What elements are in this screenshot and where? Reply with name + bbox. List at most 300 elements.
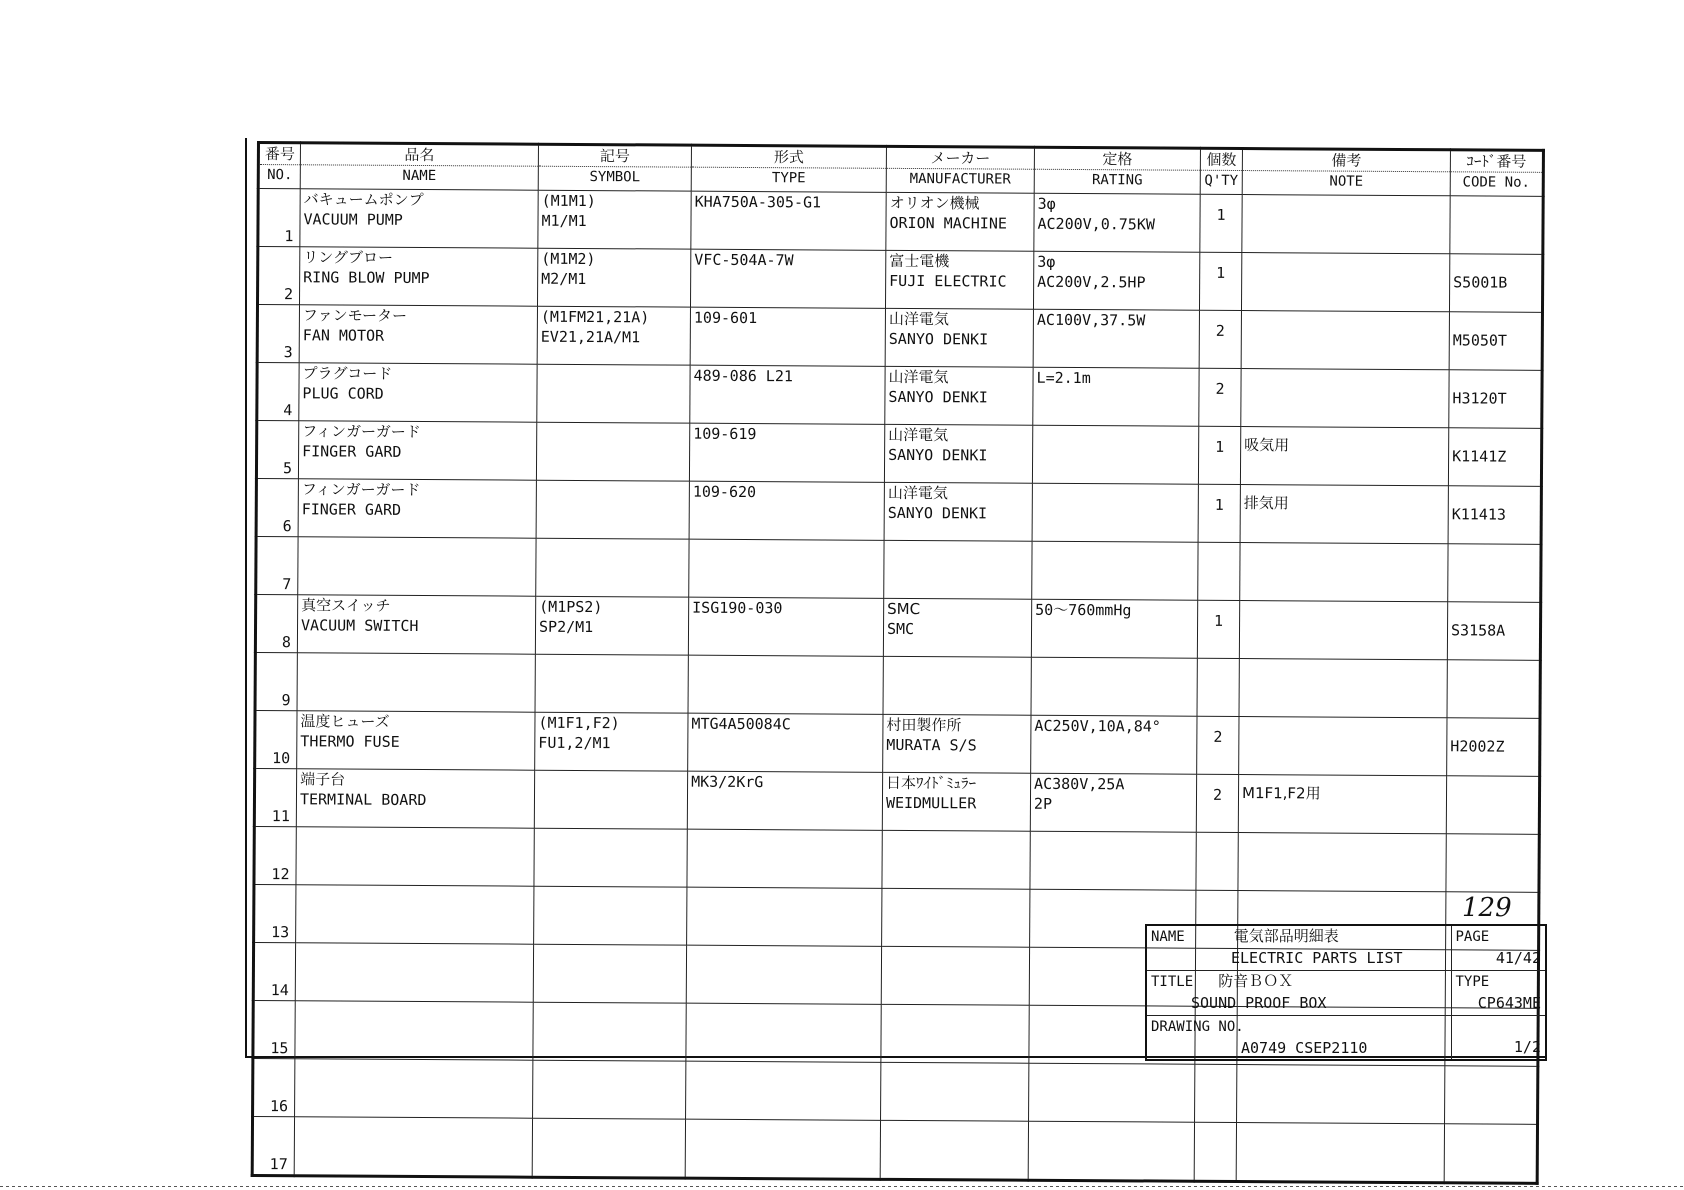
quantity: 1 xyxy=(1216,263,1226,282)
manufacturer-en xyxy=(885,947,1026,948)
name-cell xyxy=(296,827,534,886)
column-header-jp: メーカー xyxy=(887,148,1034,170)
manufacturer-jp xyxy=(887,657,1028,658)
column-header-jp: 個数 xyxy=(1201,150,1242,171)
code-number: K11413 xyxy=(1451,505,1506,524)
symbol-secondary xyxy=(540,539,686,540)
part-name-en: PLUG CORD xyxy=(302,384,384,403)
symbol-cell xyxy=(532,1118,685,1178)
table-row xyxy=(255,710,1540,776)
part-name-jp: フィンガーガード xyxy=(301,480,421,500)
quantity-cell xyxy=(1199,310,1241,368)
row-number-cell xyxy=(253,1000,295,1058)
column-header xyxy=(886,146,1034,193)
part-type: 109-620 xyxy=(692,482,757,502)
title-label: TITLE xyxy=(1151,973,1194,990)
type-cell xyxy=(686,945,881,1004)
row-number: 7 xyxy=(282,575,292,594)
row-number: 15 xyxy=(270,1039,289,1058)
manufacturer-en: WEIDMULLER xyxy=(885,793,977,813)
column-header-en: NAME xyxy=(402,167,437,185)
rating-secondary xyxy=(1034,832,1193,833)
symbol-primary xyxy=(540,539,686,540)
row-number: 13 xyxy=(271,923,290,942)
note xyxy=(1245,319,1446,320)
rating-cell xyxy=(1032,541,1198,600)
manufacturer-jp: オリオン機械 xyxy=(889,193,980,213)
part-type: MTG4A50084C xyxy=(691,714,791,734)
type-cell xyxy=(687,829,882,888)
symbol-secondary xyxy=(536,1119,682,1120)
part-type: VFC-504A-7W xyxy=(694,250,794,270)
part-name-jp xyxy=(298,1059,529,1060)
part-name-jp xyxy=(300,827,531,828)
quantity: 2 xyxy=(1215,379,1225,398)
symbol-secondary: FU1,2/M1 xyxy=(538,733,611,753)
rating-primary: L=2.1m xyxy=(1036,368,1091,388)
name-label: NAME xyxy=(1151,929,1185,945)
manufacturer-cell xyxy=(881,946,1029,1005)
manufacturer-cell xyxy=(880,1120,1028,1180)
column-header xyxy=(1200,148,1242,194)
column-header xyxy=(1034,147,1200,194)
rating-primary xyxy=(1036,484,1195,485)
note-cell xyxy=(1240,485,1448,544)
symbol-cell xyxy=(536,480,689,539)
rating-cell xyxy=(1028,1121,1194,1181)
symbol-primary xyxy=(539,655,685,656)
symbol-secondary xyxy=(539,655,685,656)
row-number: 12 xyxy=(271,865,290,884)
quantity: 1 xyxy=(1214,495,1224,514)
note-cell xyxy=(1241,311,1449,370)
rating-secondary xyxy=(1035,658,1194,659)
part-type xyxy=(693,540,881,541)
manufacturer-cell xyxy=(882,772,1030,831)
row-number: 16 xyxy=(269,1097,289,1116)
column-header xyxy=(691,145,886,192)
manufacturer-cell xyxy=(886,192,1034,251)
symbol-cell xyxy=(533,944,686,1003)
type-label: TYPE xyxy=(1455,973,1490,990)
column-header-en: SYMBOL xyxy=(589,169,641,186)
name-cell xyxy=(295,1001,533,1060)
quantity: 2 xyxy=(1215,321,1225,340)
title-block-name-cell xyxy=(1146,925,1451,970)
row-number: 10 xyxy=(272,749,291,768)
code-number: S3158A xyxy=(1450,621,1506,640)
manufacturer-en: SANYO DENKI xyxy=(887,503,988,523)
row-number-cell xyxy=(256,537,298,595)
note-cell xyxy=(1239,659,1447,718)
name-cell xyxy=(299,305,537,364)
title-block-title-cell xyxy=(1146,970,1451,1015)
quantity-cell xyxy=(1198,426,1240,484)
manufacturer-cell xyxy=(884,424,1032,483)
quantity-cell xyxy=(1198,484,1240,542)
code-number-cell xyxy=(1447,718,1540,777)
part-type: KHA750A-305-G1 xyxy=(694,192,822,212)
type-cell xyxy=(688,597,883,656)
part-name-jp xyxy=(299,943,530,944)
rating-secondary: AC200V,0.75KW xyxy=(1037,214,1155,234)
code-number-cell xyxy=(1450,196,1543,255)
drawing-number: A0749 CSEP2110 xyxy=(1241,1038,1368,1057)
symbol-primary: (M1PS2) xyxy=(539,597,603,617)
part-name-en: FINGER GARD xyxy=(301,500,402,519)
note xyxy=(1246,203,1447,204)
rating-primary: 50〜760mmHg xyxy=(1035,600,1132,620)
name-cell xyxy=(296,769,534,828)
part-type xyxy=(690,1004,878,1005)
note xyxy=(1244,551,1445,552)
row-number: 3 xyxy=(283,343,293,362)
type-value: CP643ME xyxy=(1477,993,1541,1012)
quantity: 1 xyxy=(1215,437,1225,456)
manufacturer-cell xyxy=(885,308,1033,367)
manufacturer-en xyxy=(884,1121,1025,1122)
rating-cell xyxy=(1033,309,1199,368)
symbol-cell xyxy=(537,306,690,365)
note xyxy=(1242,841,1443,842)
rating-cell xyxy=(1033,251,1199,310)
column-header-en: NO. xyxy=(267,167,293,184)
symbol-primary xyxy=(537,1003,683,1004)
type-cell xyxy=(689,423,884,482)
part-name-jp: リングブロー xyxy=(303,248,394,267)
symbol-cell xyxy=(535,712,688,771)
rating-cell xyxy=(1033,367,1199,426)
rating-primary: AC250V,10A,84° xyxy=(1034,716,1161,736)
table-row xyxy=(254,826,1539,892)
part-type xyxy=(690,946,878,947)
part-type xyxy=(689,1062,877,1063)
symbol-secondary: M1/M1 xyxy=(541,211,587,231)
code-number xyxy=(1451,678,1536,679)
rating-primary xyxy=(1036,542,1195,543)
table-row xyxy=(257,305,1542,371)
note xyxy=(1241,899,1442,900)
rating-cell xyxy=(1031,599,1197,658)
note-cell xyxy=(1240,427,1448,486)
part-name-en: FINGER GARD xyxy=(302,442,402,461)
table-row xyxy=(258,247,1543,313)
name-cell xyxy=(294,1117,532,1177)
manufacturer-cell xyxy=(884,482,1032,541)
type-cell xyxy=(688,713,883,772)
code-number-cell xyxy=(1449,312,1542,371)
symbol-secondary: M2/M1 xyxy=(541,269,587,289)
name-cell xyxy=(298,479,536,538)
manufacturer-cell xyxy=(884,540,1032,599)
table-row xyxy=(253,1058,1538,1124)
rating-cell xyxy=(1029,1063,1195,1122)
manufacturer-jp: 山洋電気 xyxy=(888,367,949,387)
part-name-jp: ファンモーター xyxy=(302,306,408,325)
quantity-cell xyxy=(1194,1122,1236,1181)
note: M1F1,F2用 xyxy=(1241,784,1321,803)
symbol-cell xyxy=(534,828,687,887)
code-number: M5050T xyxy=(1452,331,1508,350)
type-cell xyxy=(685,1119,880,1179)
code-number xyxy=(1454,214,1539,215)
manufacturer-cell xyxy=(883,598,1031,657)
quantity-cell xyxy=(1200,194,1242,252)
code-number-cell xyxy=(1447,602,1540,661)
part-name-jp: プラグコード xyxy=(302,364,393,383)
row-number: 9 xyxy=(281,691,291,710)
part-name-en xyxy=(300,827,531,828)
code-number: H2002Z xyxy=(1450,737,1505,756)
note xyxy=(1240,1131,1441,1132)
code-number-cell xyxy=(1445,1066,1538,1125)
note-cell xyxy=(1240,543,1448,602)
symbol-primary xyxy=(537,887,683,888)
manufacturer-cell xyxy=(881,1062,1029,1121)
part-type: 489-086 L21 xyxy=(693,366,793,386)
type-cell xyxy=(690,249,885,308)
note-cell xyxy=(1239,601,1447,660)
rating-cell xyxy=(1031,715,1197,774)
symbol-primary: (M1M2) xyxy=(541,249,596,269)
row-number-cell xyxy=(257,363,299,421)
part-name-jp: バキュームポンプ xyxy=(303,190,424,210)
row-number-cell xyxy=(254,826,296,884)
note xyxy=(1245,377,1446,378)
name-cell xyxy=(299,363,537,422)
drawing-title-en: SOUND PROOF BOX xyxy=(1191,993,1327,1012)
note-cell xyxy=(1238,775,1446,834)
note-cell xyxy=(1241,253,1449,312)
quantity: 1 xyxy=(1216,205,1226,224)
row-number: 11 xyxy=(271,807,290,826)
part-name-en: FAN MOTOR xyxy=(302,326,385,345)
column-header-en: NOTE xyxy=(1329,173,1364,190)
symbol-cell xyxy=(534,770,687,829)
symbol-secondary xyxy=(537,945,683,946)
row-number-cell xyxy=(258,189,300,247)
drawing-title-jp: 防音ＢＯＸ xyxy=(1218,971,1294,990)
title-block-sheet-cell xyxy=(1451,1015,1546,1060)
rating-secondary: 2P xyxy=(1033,794,1053,813)
note-cell xyxy=(1237,1065,1445,1124)
title-block-type-cell xyxy=(1451,970,1546,1015)
manufacturer-en: MURATA S/S xyxy=(886,735,977,755)
part-type: ISG190-030 xyxy=(692,598,783,618)
type-cell xyxy=(689,481,884,540)
part-name-en: TERMINAL BOARD xyxy=(299,790,427,810)
column-header-jp: 番号 xyxy=(260,144,300,165)
manufacturer-cell xyxy=(883,714,1031,773)
rating-primary: 3φ xyxy=(1037,252,1056,271)
row-number-cell xyxy=(255,710,297,768)
type-cell xyxy=(691,191,886,250)
rating-cell xyxy=(1032,483,1198,542)
manufacturer-jp xyxy=(885,1005,1026,1006)
note-cell xyxy=(1241,369,1449,428)
manufacturer-cell xyxy=(883,656,1031,715)
part-name-jp: 温度ヒューズ xyxy=(300,712,390,731)
row-number: 14 xyxy=(270,981,289,1000)
column-header xyxy=(1242,149,1450,196)
code-number xyxy=(1448,1084,1533,1085)
code-number-cell xyxy=(1449,254,1542,313)
note: 排気用 xyxy=(1243,494,1289,513)
row-number: 4 xyxy=(283,401,293,420)
rating-primary xyxy=(1035,658,1194,659)
table-row xyxy=(256,479,1541,545)
part-name-en xyxy=(299,1001,530,1002)
column-header-en: CODE No. xyxy=(1462,174,1531,191)
scan-edge-line xyxy=(0,1186,1684,1187)
part-name-jp xyxy=(298,1117,529,1118)
rating-primary xyxy=(1033,890,1192,891)
table-row xyxy=(258,189,1543,255)
note xyxy=(1245,261,1446,262)
quantity: 1 xyxy=(1214,611,1224,630)
manufacturer-en: FUJI ELECTRIC xyxy=(889,271,1007,291)
name-cell xyxy=(298,537,536,596)
rating-secondary xyxy=(1036,484,1195,485)
type-cell xyxy=(686,1003,881,1062)
manufacturer-jp: SMC xyxy=(887,599,921,619)
symbol-primary xyxy=(536,1119,682,1120)
symbol-primary xyxy=(540,481,686,482)
column-header-en: MANUFACTURER xyxy=(909,170,1011,188)
symbol-primary: (M1F1,F2) xyxy=(538,713,620,733)
document-name-en: ELECTRIC PARTS LIST xyxy=(1231,949,1403,967)
row-number-cell xyxy=(256,479,298,537)
manufacturer-jp xyxy=(886,831,1027,832)
column-header xyxy=(300,143,538,190)
quantity-cell xyxy=(1196,832,1238,890)
rating-primary xyxy=(1036,426,1195,427)
note xyxy=(1243,667,1444,668)
part-name-en: RING BLOW PUMP xyxy=(303,268,430,288)
column-header xyxy=(258,143,300,189)
part-name-jp: 真空スイッチ xyxy=(301,596,391,615)
symbol-cell xyxy=(536,422,689,481)
part-type xyxy=(690,888,878,889)
manufacturer-jp xyxy=(885,889,1026,890)
part-name-en: THERMO FUSE xyxy=(300,732,400,751)
note-cell xyxy=(1242,195,1450,254)
symbol-cell xyxy=(535,596,688,655)
handwritten-page-mark: 129 xyxy=(1462,893,1512,923)
manufacturer-en: SMC xyxy=(886,619,915,639)
column-header-en: Q'TY xyxy=(1204,172,1239,189)
name-cell xyxy=(295,1059,533,1118)
rating-secondary xyxy=(1032,1064,1191,1065)
rating-primary xyxy=(1034,832,1193,833)
name-cell xyxy=(296,885,534,944)
symbol-cell xyxy=(533,1060,686,1119)
symbol-primary xyxy=(538,771,684,772)
manufacturer-jp: 山洋電気 xyxy=(888,425,949,445)
row-number: 8 xyxy=(281,633,291,652)
column-header-jp: ｺｰﾄﾞ番号 xyxy=(1451,151,1542,173)
table-row xyxy=(254,768,1539,834)
part-name-en: VACUUM PUMP xyxy=(303,210,403,229)
code-number: H3120T xyxy=(1452,389,1507,408)
manufacturer-jp: 村田製作所 xyxy=(886,715,962,735)
row-number: 5 xyxy=(282,459,293,478)
manufacturer-jp: 山洋電気 xyxy=(888,309,949,329)
row-number-cell xyxy=(254,768,296,826)
row-number-cell xyxy=(257,305,299,363)
note: 吸気用 xyxy=(1244,436,1290,455)
row-number: 6 xyxy=(282,517,292,536)
code-number xyxy=(1448,1142,1533,1143)
row-number-cell xyxy=(253,942,295,1000)
code-number-cell xyxy=(1449,370,1542,429)
rating-cell xyxy=(1031,657,1197,716)
part-name-jp xyxy=(302,537,533,538)
row-number: 2 xyxy=(283,285,294,304)
column-header-jp: 記号 xyxy=(539,146,691,168)
table-row xyxy=(256,421,1541,487)
manufacturer-en xyxy=(888,541,1029,542)
quantity-cell xyxy=(1199,252,1241,310)
name-cell xyxy=(300,189,538,248)
page-number: 41/42 xyxy=(1495,949,1541,967)
name-cell xyxy=(297,653,535,712)
symbol-secondary xyxy=(537,887,683,888)
manufacturer-cell xyxy=(882,888,1030,947)
rating-primary: AC100V,37.5W xyxy=(1036,310,1146,330)
rating-primary xyxy=(1032,1122,1191,1123)
row-number-cell xyxy=(254,884,296,942)
manufacturer-en xyxy=(887,657,1028,658)
manufacturer-en: SANYO DENKI xyxy=(888,387,988,407)
type-cell xyxy=(689,539,884,598)
row-number: 1 xyxy=(284,227,294,246)
title-block-drawing-cell xyxy=(1146,1015,1451,1060)
header-row xyxy=(258,143,1543,197)
code-number xyxy=(1450,852,1535,853)
type-cell xyxy=(686,1061,881,1120)
name-cell xyxy=(297,595,535,654)
symbol-primary xyxy=(537,945,683,946)
part-type: MK3/2KrG xyxy=(691,772,764,792)
type-cell xyxy=(687,771,882,830)
manufacturer-jp: 富士電機 xyxy=(889,251,950,271)
quantity: 2 xyxy=(1213,727,1223,746)
manufacturer-cell xyxy=(885,250,1033,309)
rating-secondary: AC200V,2.5HP xyxy=(1037,272,1146,292)
quantity-cell xyxy=(1195,1064,1237,1122)
part-name-en xyxy=(299,943,530,944)
note xyxy=(1240,1073,1441,1074)
row-number: 17 xyxy=(269,1155,288,1174)
code-number-cell xyxy=(1444,1124,1537,1184)
rating-secondary xyxy=(1036,542,1195,543)
row-number-cell xyxy=(256,421,298,479)
quantity: 2 xyxy=(1212,785,1223,804)
column-header-en: RATING xyxy=(1091,172,1143,189)
code-number-cell xyxy=(1448,486,1541,545)
symbol-secondary xyxy=(540,481,686,482)
part-name-en xyxy=(302,537,533,538)
code-number xyxy=(1451,562,1536,563)
row-number-cell xyxy=(255,652,297,710)
manufacturer-jp: 山洋電気 xyxy=(887,483,948,503)
manufacturer-jp xyxy=(884,1063,1025,1064)
document-name-jp: 電気部品明細表 xyxy=(1233,927,1339,945)
rating-cell xyxy=(1032,425,1198,484)
row-number-cell xyxy=(258,247,300,305)
symbol-secondary xyxy=(538,829,684,830)
